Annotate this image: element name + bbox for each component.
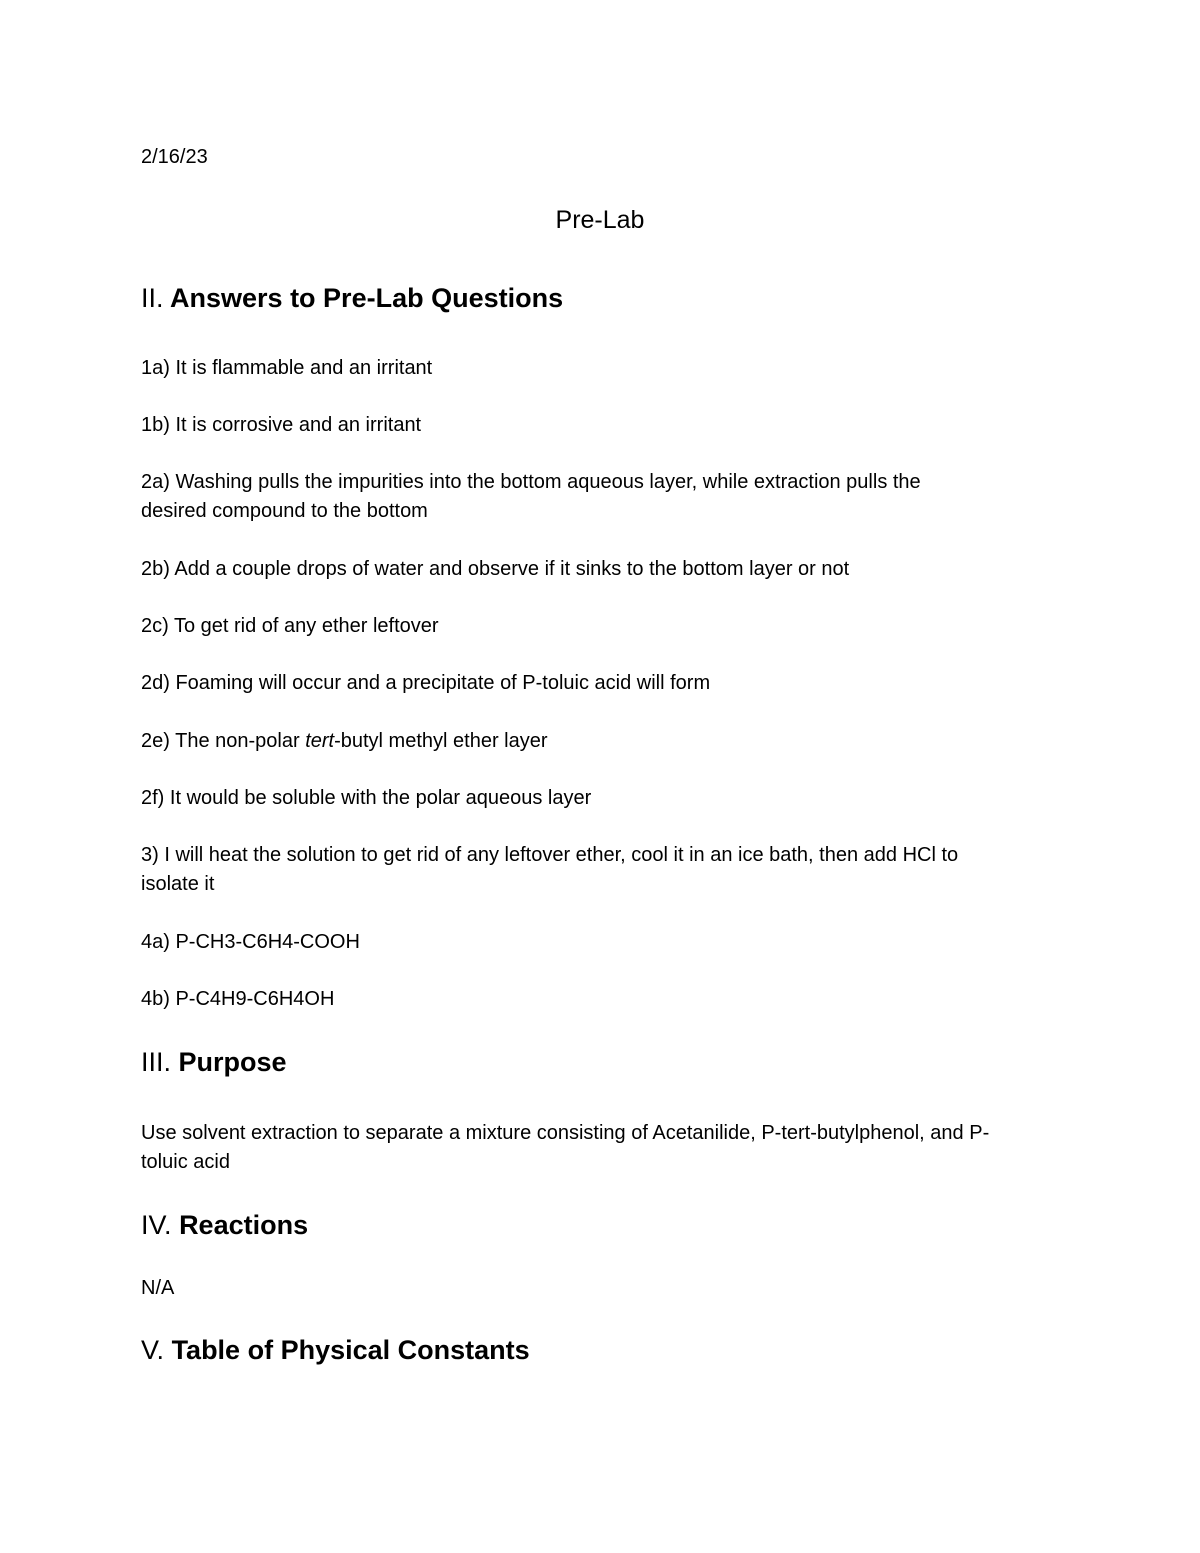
answer-2f: 2f) It would be soluble with the polar aqueous layer xyxy=(141,787,592,809)
answer-1b: 1b) It is corrosive and an irritant xyxy=(141,414,422,436)
section-title: Table of Physical Constants xyxy=(171,1335,530,1365)
document-date: 2/16/23 xyxy=(141,146,208,168)
answer-2a-line1: 2a) Washing pulls the impurities into the bottom aqueous layer, while extraction pulls the xyxy=(141,471,921,493)
answer-3-line1: 3) I will heat the solution to get rid of any leftover ether, cool it in an ice bath, then add HCl to xyxy=(141,844,959,866)
answer-2e-italic: tert xyxy=(305,730,335,752)
section-heading-constants xyxy=(141,1334,530,1366)
answer-2d: 2d) Foaming will occur and a precipitate of P-toluic acid will form xyxy=(141,672,711,694)
answer-2e-suffix: -butyl methyl ether layer xyxy=(334,730,548,752)
answer-2e-prefix: 2e) The non-polar xyxy=(141,730,306,752)
answer-4a: 4a) P-CH3-C6H4-COOH xyxy=(141,931,360,953)
section-number: II. xyxy=(141,283,164,313)
answer-1a: 1a) It is flammable and an irritant xyxy=(141,357,433,379)
answer-2a-line2: desired compound to the bottom xyxy=(141,500,428,522)
section-number: IV. xyxy=(141,1210,172,1240)
purpose-text-line2: toluic acid xyxy=(141,1151,230,1173)
section-title: Reactions xyxy=(179,1210,309,1240)
answer-2e xyxy=(141,727,548,756)
purpose-text-line1: Use solvent extraction to separate a mixture consisting of Acetanilide, P-tert-butylphenol, and P- xyxy=(141,1122,990,1144)
answer-2c: 2c) To get rid of any ether leftover xyxy=(141,615,439,637)
answer-3-line2: isolate it xyxy=(141,873,215,895)
reactions-text: N/A xyxy=(141,1277,175,1299)
section-title: Purpose xyxy=(178,1047,287,1077)
section-heading-answers xyxy=(141,282,563,314)
answer-4b: 4b) P-C4H9-C6H4OH xyxy=(141,988,335,1010)
section-title: Answers to Pre-Lab Questions xyxy=(170,283,564,313)
section-number: III. xyxy=(141,1047,172,1077)
section-heading-purpose xyxy=(141,1046,287,1078)
section-number: V. xyxy=(141,1335,165,1365)
answer-2b: 2b) Add a couple drops of water and observe if it sinks to the bottom layer or not xyxy=(141,558,850,580)
section-heading-reactions xyxy=(141,1209,308,1241)
page-title: Pre-Lab xyxy=(555,206,645,234)
